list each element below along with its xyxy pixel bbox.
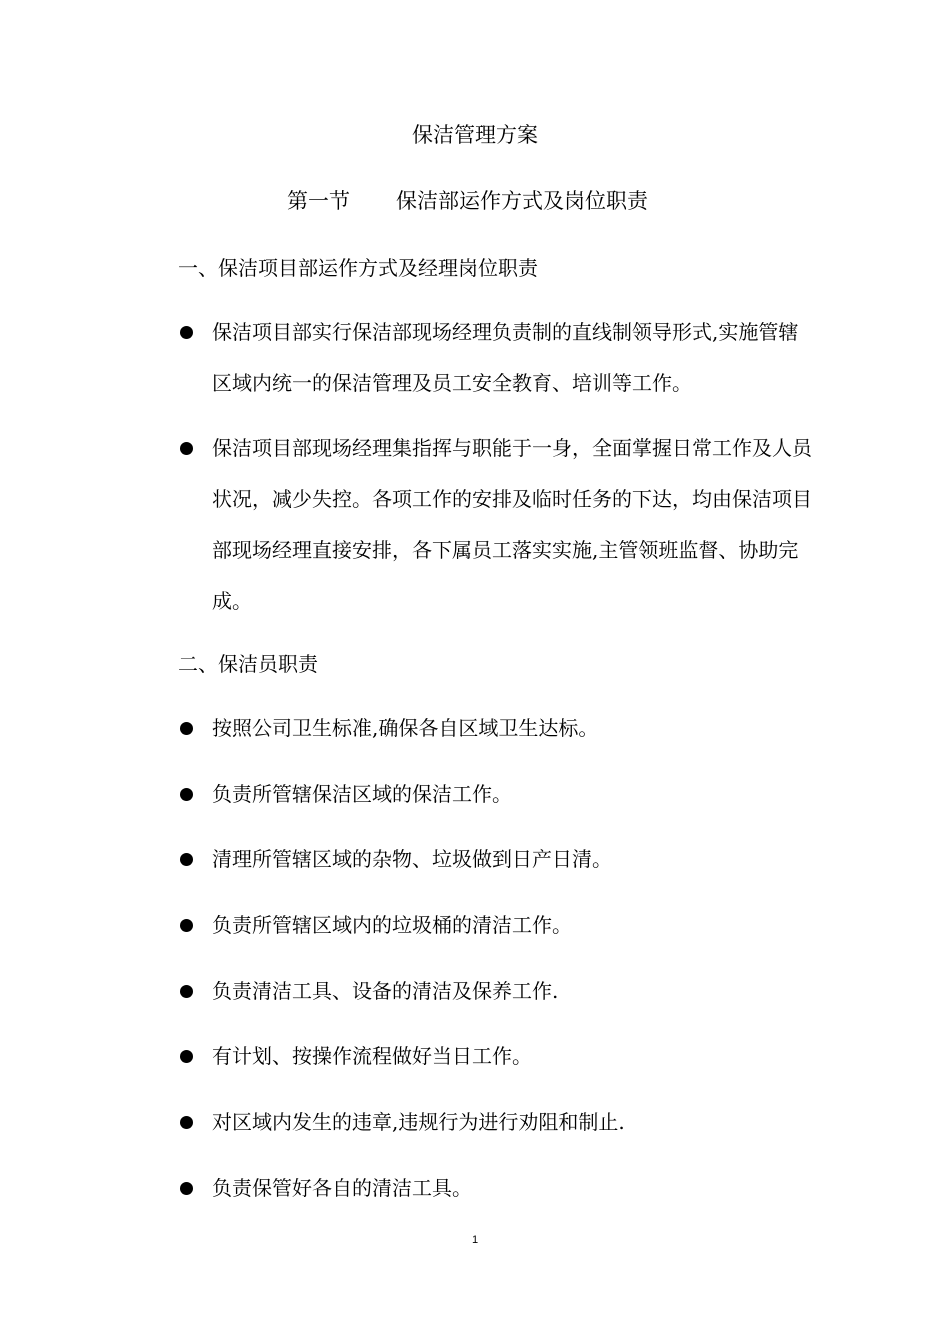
list-item (178, 714, 818, 754)
list-item-text: 负责清洁工具、设备的清洁及保养工作. (212, 979, 559, 1003)
bullet-icon (180, 442, 193, 455)
list-item (178, 845, 818, 885)
bullet-icon (180, 985, 193, 998)
bullet-icon (180, 1050, 193, 1063)
list-item (178, 434, 818, 627)
list-item (178, 1108, 818, 1148)
part1-heading: 一、保洁项目部运作方式及经理岗位职责 (178, 256, 538, 280)
list-item-text: 保洁项目部实行保洁部现场经理负责制的直线制领导形式,实施管辖区域内统一的保洁管理及员工安全教育、培训等工作。 (212, 320, 799, 395)
bullet-icon (180, 326, 193, 339)
section-number: 第一节 (287, 189, 350, 213)
section-title (287, 186, 648, 216)
list-item (178, 1174, 818, 1214)
list-item (178, 318, 818, 409)
bullet-icon (180, 722, 193, 735)
list-item-text: 负责所管辖保洁区域的保洁工作。 (212, 782, 512, 806)
list-item-text: 保洁项目部现场经理集指挥与职能于一身，全面掌握日常工作及人员状况，减少失控。各项工作的安排及临时任务的下达，均由保洁项目部现场经理直接安排，各下属员工落实实施,主管领班监督、协助完成。 (212, 436, 812, 613)
bullet-icon (180, 1182, 193, 1195)
list-item-text: 对区域内发生的违章,违规行为进行劝阻和制止. (212, 1110, 625, 1134)
list-item-text: 按照公司卫生标准,确保各自区域卫生达标。 (212, 716, 599, 740)
section-name: 保洁部运作方式及岗位职责 (396, 189, 648, 213)
list-item (178, 1042, 818, 1082)
list-item (178, 977, 818, 1017)
bullet-icon (180, 853, 193, 866)
list-item-text: 清理所管辖区域的杂物、垃圾做到日产日清。 (212, 847, 612, 871)
bullet-icon (180, 788, 193, 801)
page-number: 1 (471, 1234, 479, 1246)
list-item-text: 负责保管好各自的清洁工具。 (212, 1176, 472, 1200)
document-title: 保洁管理方案 (412, 123, 538, 147)
bullet-icon (180, 919, 193, 932)
list-item (178, 911, 818, 951)
list-item-text: 负责所管辖区域内的垃圾桶的清洁工作。 (212, 913, 572, 937)
list-item-text: 有计划、按操作流程做好当日工作。 (212, 1044, 532, 1068)
list-item (178, 780, 818, 820)
bullet-icon (180, 1116, 193, 1129)
part2-heading: 二、保洁员职责 (178, 652, 318, 676)
